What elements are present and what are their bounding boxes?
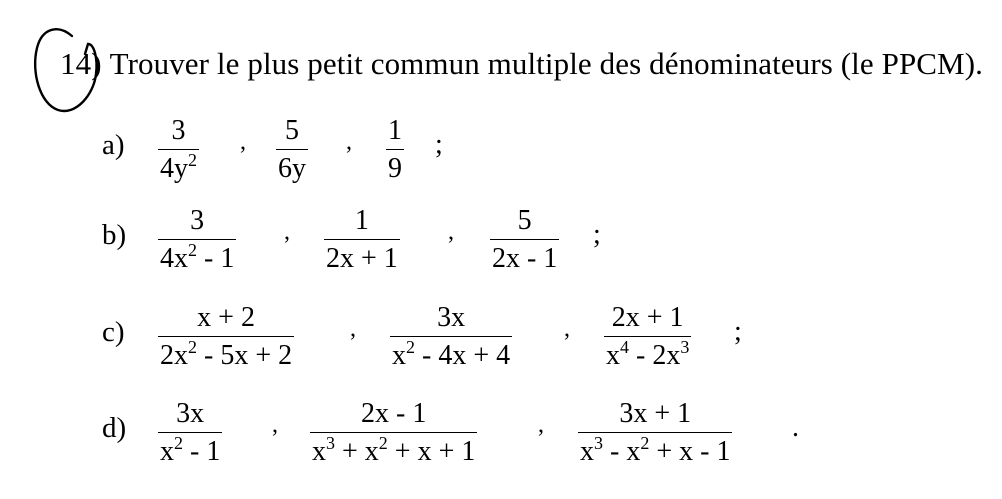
fraction-denominator: $x^4 - 2x^3$ — [606, 337, 690, 371]
fraction-numerator: 2x + 1 — [611, 302, 684, 333]
separator-comma: , — [240, 129, 246, 155]
fraction-bar — [158, 239, 236, 240]
separator-comma: , — [564, 316, 570, 342]
separator-comma: , — [284, 219, 290, 245]
fraction-denominator: $x^2 - 4x + 4$ — [392, 337, 511, 371]
item-label: a) — [102, 129, 125, 161]
item-label: c) — [102, 316, 125, 348]
separator-comma: , — [272, 412, 278, 438]
fraction — [158, 302, 294, 372]
separator-comma: , — [448, 219, 454, 245]
fraction-denominator: 2x - 1 — [492, 243, 558, 274]
fraction-numerator: 3x + 1 — [619, 398, 692, 429]
fraction-numerator: 5 — [517, 205, 532, 236]
item-label: d) — [102, 412, 127, 444]
separator-comma: , — [538, 412, 544, 438]
fraction-numerator: 1 — [354, 205, 369, 236]
fraction-denominator: 9 — [388, 153, 402, 184]
fraction-denominator: $x^2 - 1$ — [160, 433, 221, 467]
fraction — [604, 302, 691, 372]
fraction — [490, 205, 559, 275]
fraction — [324, 205, 400, 275]
instruction-text: Trouver le plus petit commun multiple des dénominateurs (le PPCM). — [109, 46, 983, 81]
fraction-numerator: 3x — [176, 398, 205, 429]
exercise-instruction — [60, 46, 983, 82]
fraction-denominator: 2x + 1 — [326, 243, 398, 274]
fraction — [276, 115, 308, 185]
fraction-numerator: 3 — [190, 205, 205, 236]
fraction — [158, 205, 236, 275]
fraction-bar — [158, 336, 294, 337]
item-label: b) — [102, 219, 127, 251]
fraction — [390, 302, 512, 372]
fraction-bar — [158, 432, 222, 433]
fraction-bar — [386, 149, 404, 150]
fraction-denominator: $2x^2 - 5x + 2$ — [160, 337, 293, 371]
separator-comma: , — [346, 129, 352, 155]
terminator-period: . — [792, 412, 799, 443]
fraction-bar — [604, 336, 691, 337]
fraction-numerator: 3 — [171, 115, 186, 146]
fraction-bar — [276, 149, 308, 150]
fraction-numerator: 5 — [285, 115, 299, 146]
fraction-numerator: 3x — [437, 302, 466, 333]
fraction-denominator: $x^3 - x^2 + x - 1$ — [580, 433, 731, 467]
separator-comma: , — [350, 316, 356, 342]
fraction-numerator: x + 2 — [197, 302, 255, 333]
fraction — [386, 115, 404, 185]
fraction-denominator: $4y^2$ — [160, 150, 197, 184]
fraction — [310, 398, 477, 468]
fraction-bar — [310, 432, 477, 433]
fraction — [578, 398, 732, 468]
terminator-semicolon: ; — [435, 129, 443, 160]
terminator-semicolon: ; — [593, 219, 601, 250]
fraction-denominator: $4x^2 - 1$ — [160, 240, 235, 274]
fraction-denominator: $x^3 + x^2 + x + 1$ — [312, 433, 476, 467]
fraction-bar — [490, 239, 559, 240]
fraction-denominator: 6y — [278, 153, 306, 184]
fraction — [158, 115, 199, 185]
fraction-numerator: 1 — [388, 115, 402, 146]
fraction — [158, 398, 222, 468]
exercise-number: 14) — [60, 46, 102, 81]
terminator-semicolon: ; — [734, 316, 742, 347]
fraction-numerator: 2x - 1 — [361, 398, 427, 429]
fraction-bar — [324, 239, 400, 240]
